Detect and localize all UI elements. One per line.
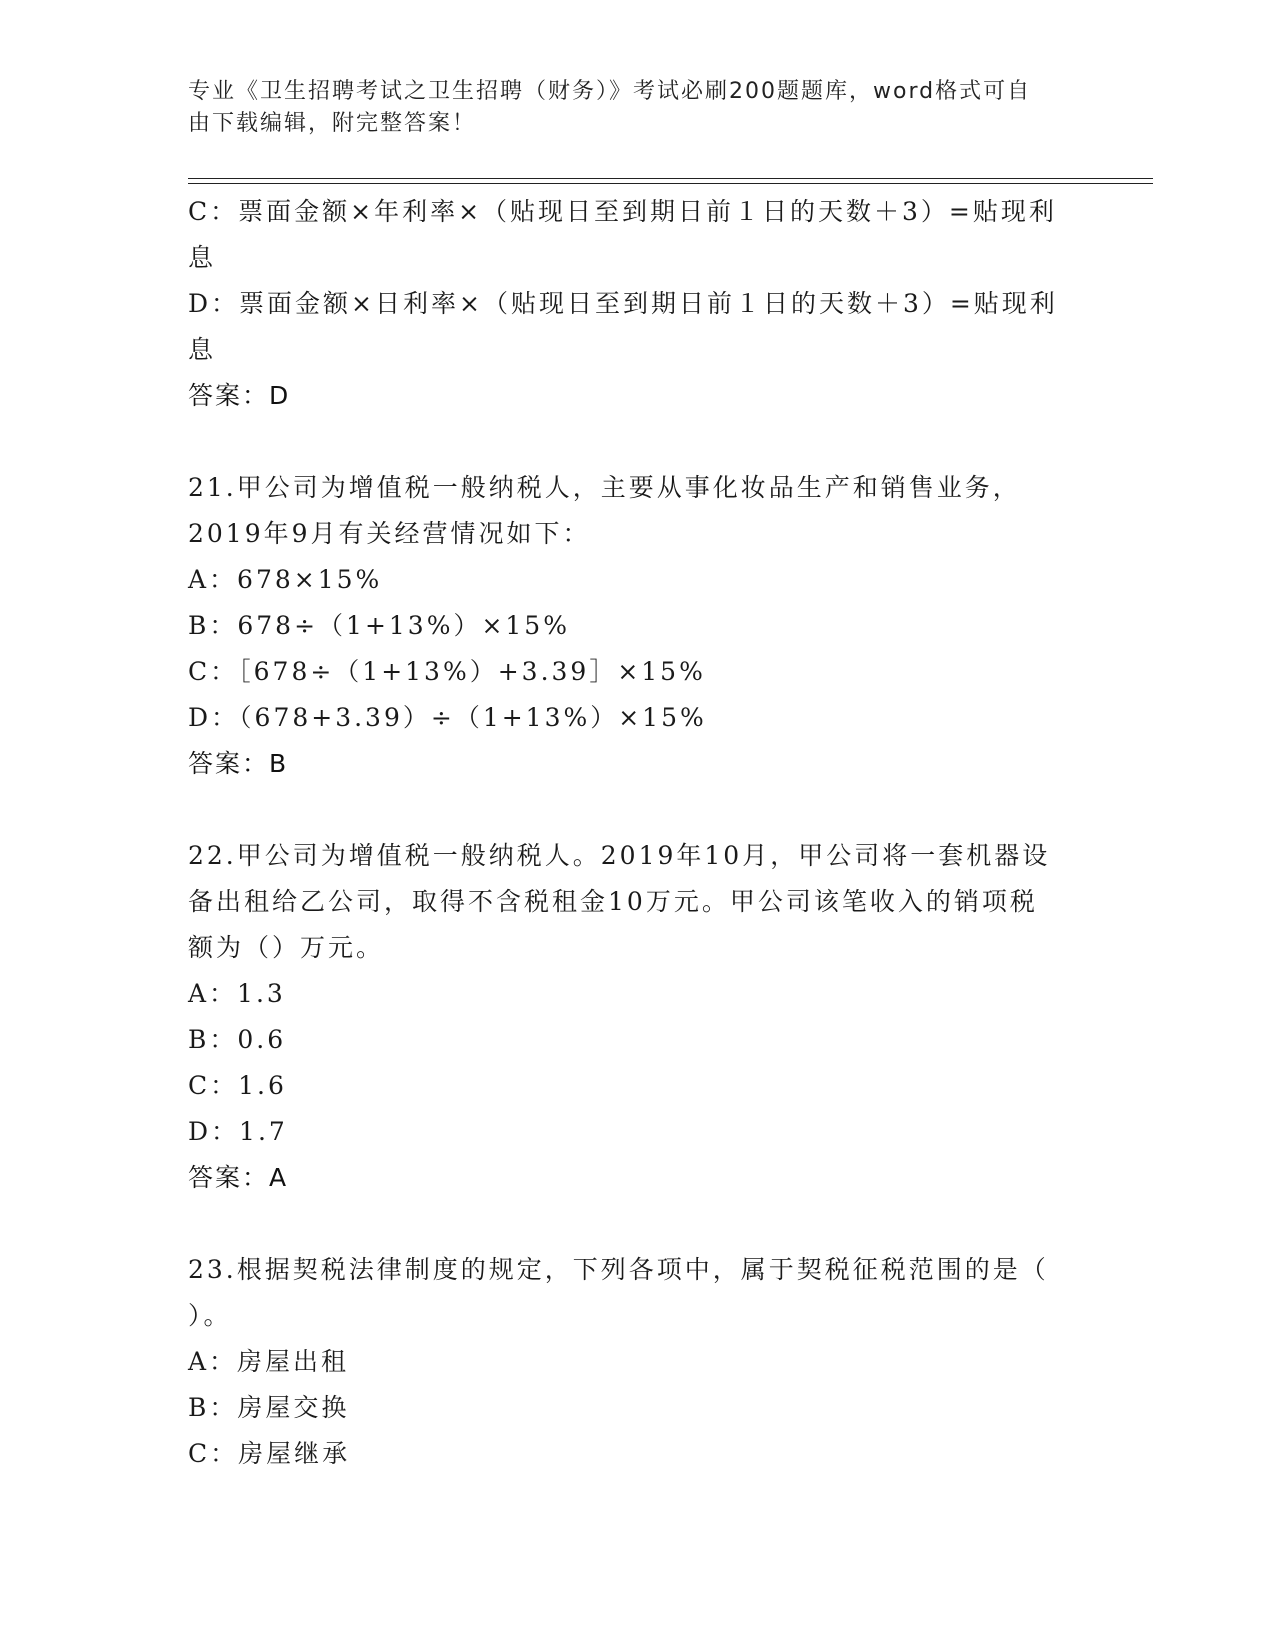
option-a: A：房屋出租 <box>188 1347 350 1376</box>
option-c-line-1: C：票面金额×年利率×（贴现日至到期日前１日的天数＋3）=贴现利 <box>188 197 1057 226</box>
question-stem-line-1: 22.甲公司为增值税一般纳税人。2019年10月，甲公司将一套机器设 <box>188 841 1051 870</box>
question-20-continued <box>188 189 1078 419</box>
spacer <box>188 1201 1078 1247</box>
header-divider-bottom <box>188 183 1153 184</box>
spacer <box>188 419 1078 465</box>
question-22 <box>188 833 1078 1201</box>
option-b: B：房屋交换 <box>188 1393 350 1422</box>
option-a: A：1.3 <box>188 979 286 1008</box>
answer-label: 答案：D <box>188 381 291 410</box>
answer-label: 答案：B <box>188 749 289 778</box>
question-content <box>188 189 1078 1477</box>
header-divider-top <box>188 178 1153 179</box>
option-d: D：（678+3.39）÷（1+13%）×15% <box>188 703 707 732</box>
question-stem-line-1: 21.甲公司为增值税一般纳税人，主要从事化妆品生产和销售业务， <box>188 473 1021 502</box>
option-d-line-2: 息 <box>188 335 217 364</box>
answer-label: 答案：A <box>188 1163 289 1192</box>
question-23 <box>188 1247 1078 1477</box>
question-stem-line-3: 额为（）万元。 <box>188 933 385 962</box>
question-stem-line-2: ）。 <box>188 1301 232 1330</box>
option-c: C：房屋继承 <box>188 1439 351 1468</box>
option-b: B：0.6 <box>188 1025 287 1054</box>
option-c: C：1.6 <box>188 1071 287 1100</box>
question-stem-line-2: 备出租给乙公司，取得不含税租金10万元。甲公司该笔收入的销项税 <box>188 887 1038 916</box>
option-c-line-2: 息 <box>188 243 217 272</box>
option-b: B：678÷（1+13%）×15% <box>188 611 570 640</box>
header-line-1: 专业《卫生招聘考试之卫生招聘（财务）》考试必刷200题题库，word格式可自 <box>188 79 1032 104</box>
question-21 <box>188 465 1078 787</box>
document-header <box>188 76 1068 140</box>
question-stem-line-1: 23.根据契税法律制度的规定，下列各项中，属于契税征税范围的是（ <box>188 1255 1049 1284</box>
option-a: A：678×15% <box>188 565 383 594</box>
option-d-line-1: D：票面金额×日利率×（贴现日至到期日前１日的天数＋3）=贴现利 <box>188 289 1058 318</box>
spacer <box>188 787 1078 833</box>
option-c: C：［678÷（1+13%）+3.39］×15% <box>188 657 706 686</box>
question-stem-line-2: 2019年9月有关经营情况如下： <box>188 519 591 548</box>
header-line-2: 由下载编辑，附完整答案！ <box>188 111 477 136</box>
option-d: D：1.7 <box>188 1117 288 1146</box>
